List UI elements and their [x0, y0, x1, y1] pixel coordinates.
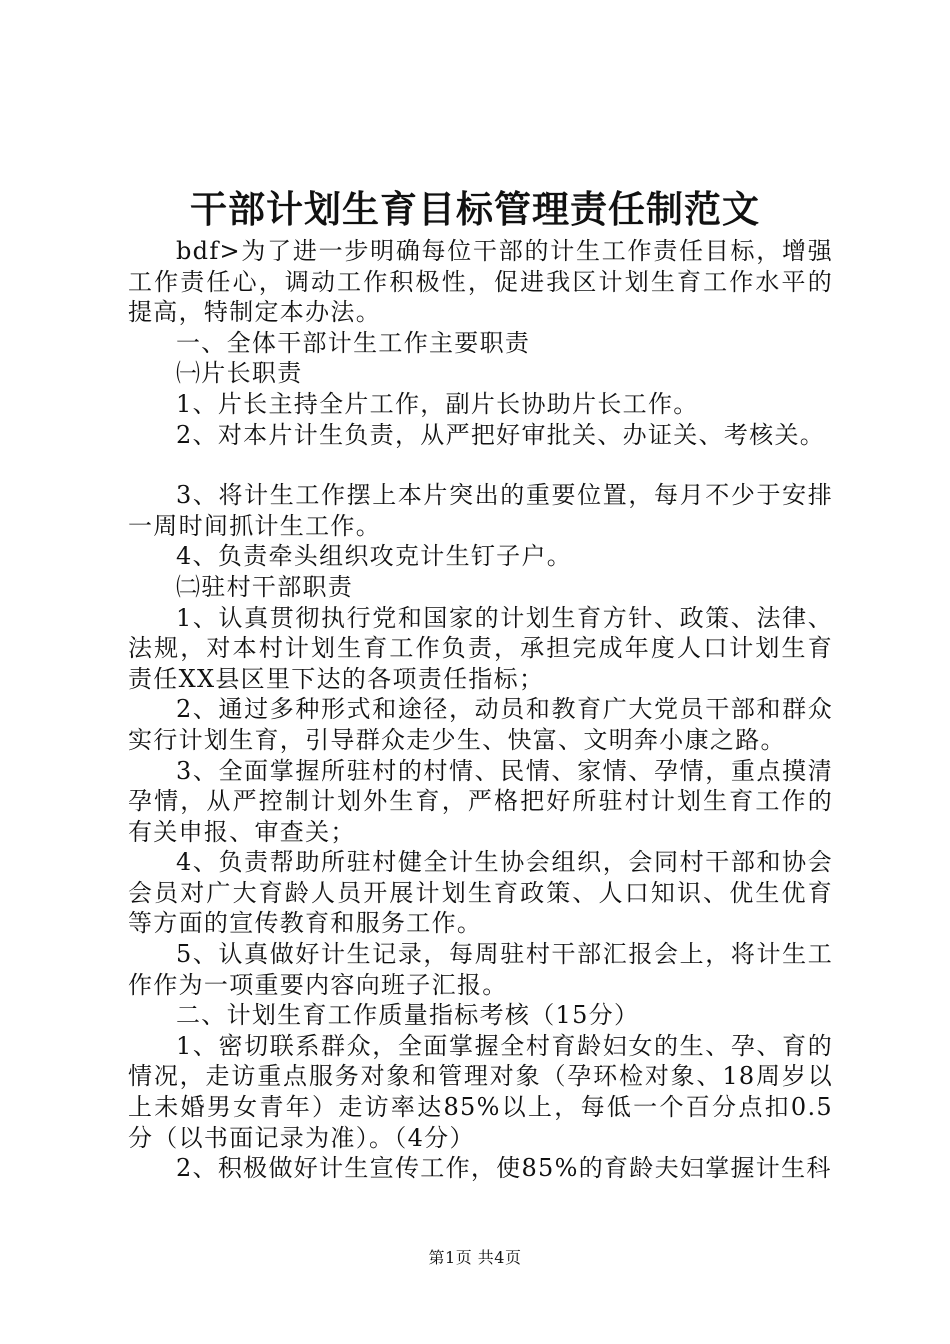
- list-item: 3、将计生工作摆上本片突出的重要位置，每月不少于安排一周时间抓计生工作。: [128, 481, 833, 540]
- page-footer: 第1页 共4页: [428, 1248, 522, 1267]
- list-item: 2、通过多种形式和途径，动员和教育广大党员干部和群众实行计划生育，引导群众走少生、快富、文明奔小康之路。: [128, 695, 833, 754]
- list-item: 4、负责牵头组织攻克计生钉子户。: [176, 542, 573, 571]
- paragraph-intro: bdf>为了进一步明确每位干部的计生工作责任目标，增强工作责任心，调动工作积极性，促进我区计划生育工作水平的提高，特制定本办法。: [128, 237, 833, 327]
- list-item: 1、片长主持全片工作，副片长协助片长工作。: [176, 389, 699, 418]
- document-body: [128, 236, 833, 1184]
- section-heading-1: 一、全体干部计生工作主要职责: [176, 328, 531, 357]
- list-item: 3、全面掌握所驻村的村情、民情、家情、孕情，重点摸清孕情，从严控制计划外生育，严格把好所驻村计划生育工作的有关申报、审查关；: [128, 756, 833, 846]
- section-heading-2: 二、计划生育工作质量指标考核（15分）: [176, 1001, 640, 1030]
- list-item: 1、密切联系群众，全面掌握全村育龄妇女的生、孕、育的情况，走访重点服务对象和管理对象（孕环检对象、18周岁以上未婚男女青年）走访率达85%以上，每低一个百分点扣0.5分（以书面记录为准）。（4分）: [128, 1031, 833, 1152]
- list-item: 5、认真做好计生记录，每周驻村干部汇报会上，将计生工作作为一项重要内容向班子汇报。: [128, 940, 833, 999]
- subsection-heading-1: ㈠片长职责: [176, 359, 303, 388]
- list-item: 2、对本片计生负责，从严把好审批关、办证关、考核关。: [176, 420, 826, 449]
- list-item: 4、负责帮助所驻村健全计生协会组织，会同村干部和协会会员对广大育龄人员开展计划生育政策、人口知识、优生优育等方面的宣传教育和服务工作。: [128, 848, 833, 938]
- document-title: 干部计划生育目标管理责任制范文: [190, 188, 760, 231]
- list-item: 2、积极做好计生宣传工作，使85%的育龄夫妇掌握计生科: [176, 1154, 832, 1183]
- subsection-heading-2: ㈡驻村干部职责: [176, 572, 354, 601]
- list-item: 1、认真贯彻执行党和国家的计划生育方针、政策、法律、法规，对本村计划生育工作负责，承担完成年度人口计划生育责任XX县区里下达的各项责任指标；: [128, 603, 833, 693]
- blank-line: [128, 450, 833, 480]
